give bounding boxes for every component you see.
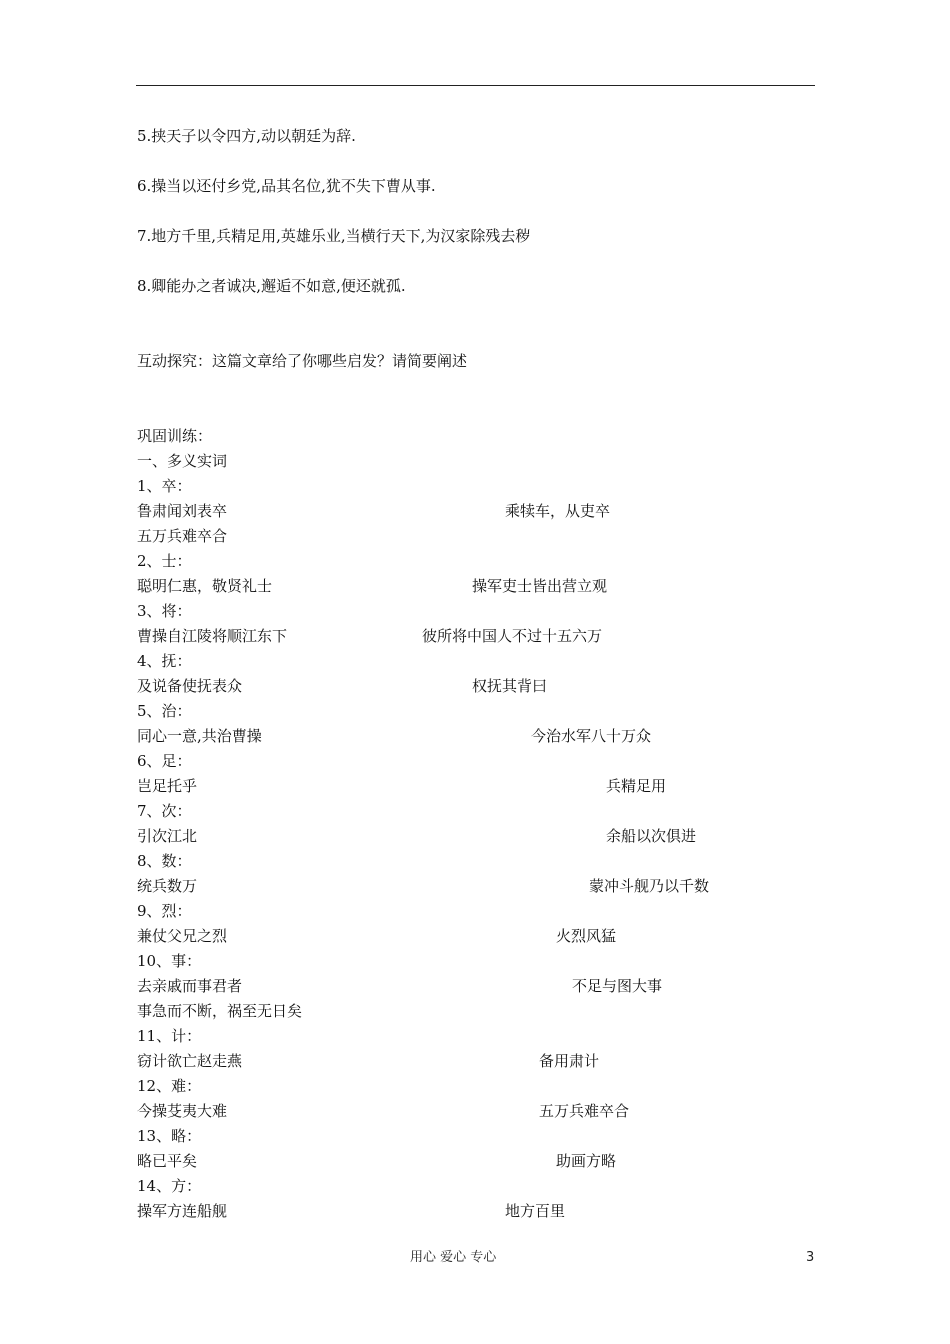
header-rule [136, 85, 815, 86]
item-head: 6、足： [137, 752, 192, 770]
example-right: 今治水军八十万众 [531, 727, 652, 745]
item-head: 10、事： [137, 952, 202, 970]
section-heading: 一、多义实词 [137, 452, 228, 470]
example-right: 地方百里 [505, 1202, 566, 1220]
translation-line-8: 8.卿能办之者诚决,邂逅不如意,便还就孤. [137, 277, 406, 295]
example-right: 彼所将中国人不过十五六万 [422, 627, 603, 645]
example-extra: 五万兵难卒合 [137, 527, 228, 545]
example-left: 岂足托乎 [137, 777, 198, 795]
item-head: 7、次： [137, 802, 192, 820]
practice-title: 巩固训练： [137, 427, 213, 445]
item-head: 13、略： [137, 1127, 202, 1145]
example-right: 不足与图大事 [572, 977, 663, 995]
example-right: 备用肃计 [539, 1052, 600, 1070]
example-right: 权抚其背曰 [472, 677, 548, 695]
footer-motto: 用心 爱心 专心 [410, 1250, 497, 1265]
translation-line-5: 5.挟天子以令四方,动以朝廷为辞. [137, 127, 356, 145]
example-left: 统兵数万 [137, 877, 198, 895]
example-right: 火烈风猛 [556, 927, 617, 945]
example-left: 聪明仁惠，敬贤礼士 [137, 577, 273, 595]
example-right: 乘犊车，从吏卒 [505, 502, 611, 520]
item-head: 5、治： [137, 702, 192, 720]
inquiry-question: 互动探究：这篇文章给了你哪些启发？请简要阐述 [137, 352, 468, 370]
example-left: 及说备使抚表众 [137, 677, 243, 695]
example-right: 兵精足用 [606, 777, 667, 795]
item-head: 14、方： [137, 1177, 202, 1195]
example-left: 引次江北 [137, 827, 198, 845]
example-extra: 事急而不断，祸至无日矣 [137, 1002, 303, 1020]
example-right: 蒙冲斗舰乃以千数 [589, 877, 710, 895]
example-left: 去亲戚而事君者 [137, 977, 243, 995]
translation-line-7: 7.地方千里,兵精足用,英雄乐业,当横行天下,为汉家除残去秽 [137, 227, 531, 245]
example-left: 同心一意,共治曹操 [137, 727, 262, 745]
example-left: 曹操自江陵将顺江东下 [137, 627, 288, 645]
item-head: 8、数： [137, 852, 192, 870]
item-head: 12、难： [137, 1077, 202, 1095]
item-head: 1、卒： [137, 477, 192, 495]
item-head: 11、计： [137, 1027, 202, 1045]
example-right: 五万兵难卒合 [539, 1102, 630, 1120]
example-left: 兼仗父兄之烈 [137, 927, 228, 945]
page-number: 3 [806, 1250, 815, 1265]
item-head: 2、士： [137, 552, 192, 570]
example-left: 今操芟夷大难 [137, 1102, 228, 1120]
item-head: 4、抚： [137, 652, 192, 670]
example-left: 略已平矣 [137, 1152, 198, 1170]
example-left: 操军方连船舰 [137, 1202, 228, 1220]
example-right: 助画方略 [556, 1152, 617, 1170]
example-right: 余船以次俱进 [606, 827, 697, 845]
item-head: 3、将： [137, 602, 192, 620]
translation-line-6: 6.操当以还付乡党,品其名位,犹不失下曹从事. [137, 177, 436, 195]
example-left: 鲁肃闻刘表卒 [137, 502, 228, 520]
example-right: 操军吏士皆出营立观 [472, 577, 608, 595]
example-left: 窃计欲亡赵走燕 [137, 1052, 243, 1070]
item-head: 9、烈： [137, 902, 192, 920]
